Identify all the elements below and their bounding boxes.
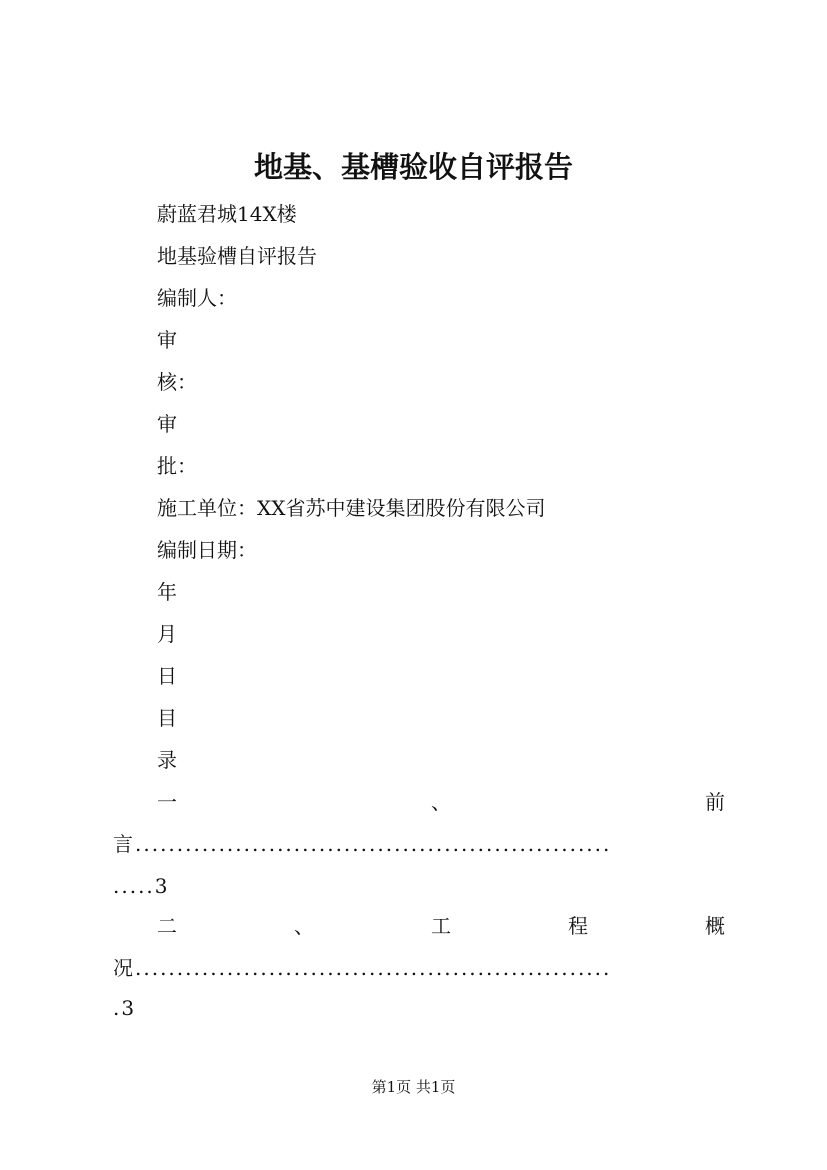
toc-entry-2-heading <box>157 912 725 940</box>
toc-entry-1-title-start: 前 <box>705 790 725 814</box>
date-day: 日 <box>157 664 177 688</box>
toc-entry-2-separator: 、 <box>294 914 314 938</box>
toc-entry-2-number: 二 <box>157 914 177 938</box>
compile-date-label: 编制日期： <box>157 538 257 562</box>
construction-unit: 施工单位：XX省苏中建设集团股份有限公司 <box>157 496 546 520</box>
toc-entry-1-number: 一 <box>157 790 177 814</box>
toc-entry-1-heading <box>157 788 725 816</box>
date-year: 年 <box>157 580 177 604</box>
toc-entry-2-page: .3 <box>113 996 137 1020</box>
review-label-part1: 审 <box>157 328 177 352</box>
approve-label-part2: 批： <box>157 454 197 478</box>
toc-entry-2-char-1: 工 <box>431 914 451 938</box>
toc-entry-1-separator: 、 <box>431 790 451 814</box>
project-name: 蔚蓝君城14X楼 <box>157 202 297 226</box>
toc-entry-2-char-2: 程 <box>568 914 588 938</box>
document-title: 地基、基槽验收自评报告 <box>253 150 573 184</box>
page-footer: 第1页 共1页 <box>371 1078 456 1096</box>
contents-heading-part1: 目 <box>157 706 177 730</box>
approve-label-part1: 审 <box>157 412 177 436</box>
toc-entry-1-leader: 言......................................................... <box>113 832 612 856</box>
toc-entry-2-leader: 况......................................................... <box>113 956 612 980</box>
contents-heading-part2: 录 <box>157 748 177 772</box>
date-month: 月 <box>157 622 177 646</box>
report-name: 地基验槽自评报告 <box>157 244 317 268</box>
toc-entry-1-page: .....3 <box>113 874 170 898</box>
toc-entry-2-char-3: 概 <box>705 914 725 938</box>
review-label-part2: 核： <box>157 370 197 394</box>
compiler-label: 编制人： <box>157 286 237 310</box>
